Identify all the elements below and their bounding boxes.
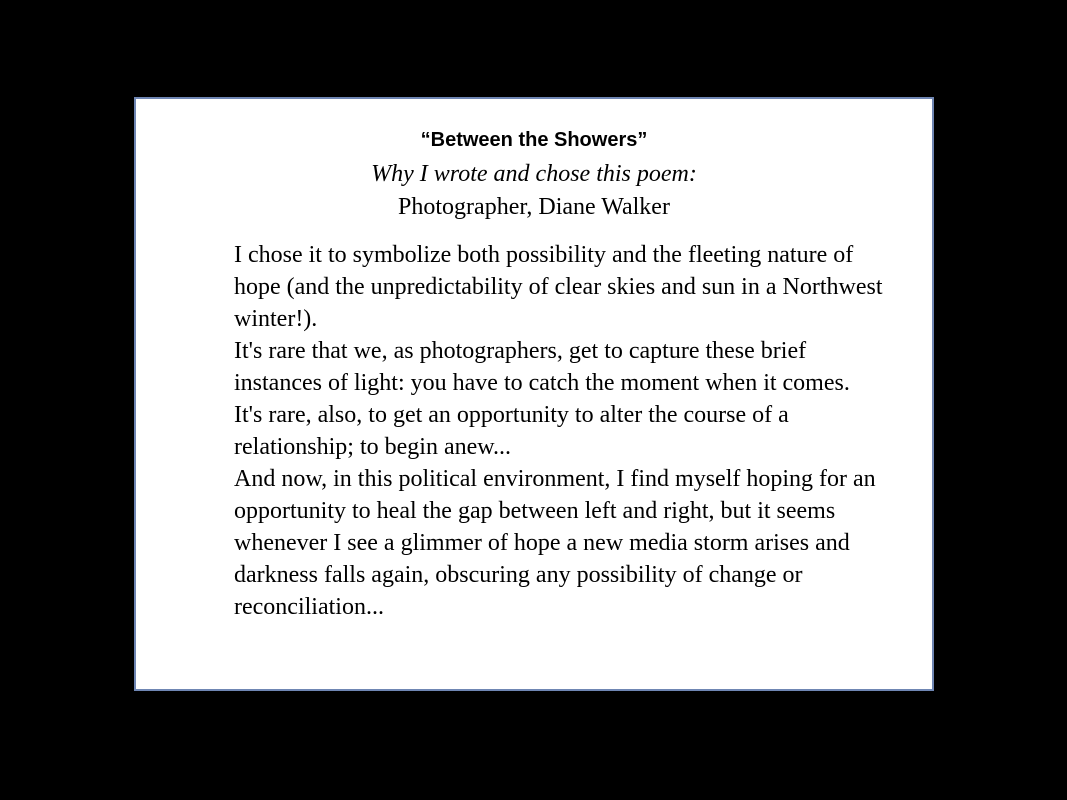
- paragraph-4: And now, in this political environment, I find myself hoping for an opportunity to heal the gap between left and right, but it seems whenever I see a glimmer of hope a new media storm arises and darkness falls again, obscuring any possibility of change or reconciliation...: [234, 466, 876, 620]
- slide-subtitle: Why I wrote and chose this poem:: [371, 161, 697, 187]
- slide-body: [234, 239, 894, 623]
- slide-card: [134, 97, 934, 691]
- paragraph-1: I chose it to symbolize both possibility and the fleeting nature of hope (and the unpredictability of clear skies and sun in a Northwest winter!).: [234, 242, 883, 332]
- author-line: Photographer, Diane Walker: [398, 194, 670, 220]
- paragraph-3: It's rare, also, to get an opportunity to alter the course of a relationship; to begin anew...: [234, 402, 789, 460]
- slide-title: “Between the Showers”: [420, 129, 648, 151]
- paragraph-2: It's rare that we, as photographers, get to capture these brief instances of light: you have to catch the moment when it comes.: [234, 338, 850, 396]
